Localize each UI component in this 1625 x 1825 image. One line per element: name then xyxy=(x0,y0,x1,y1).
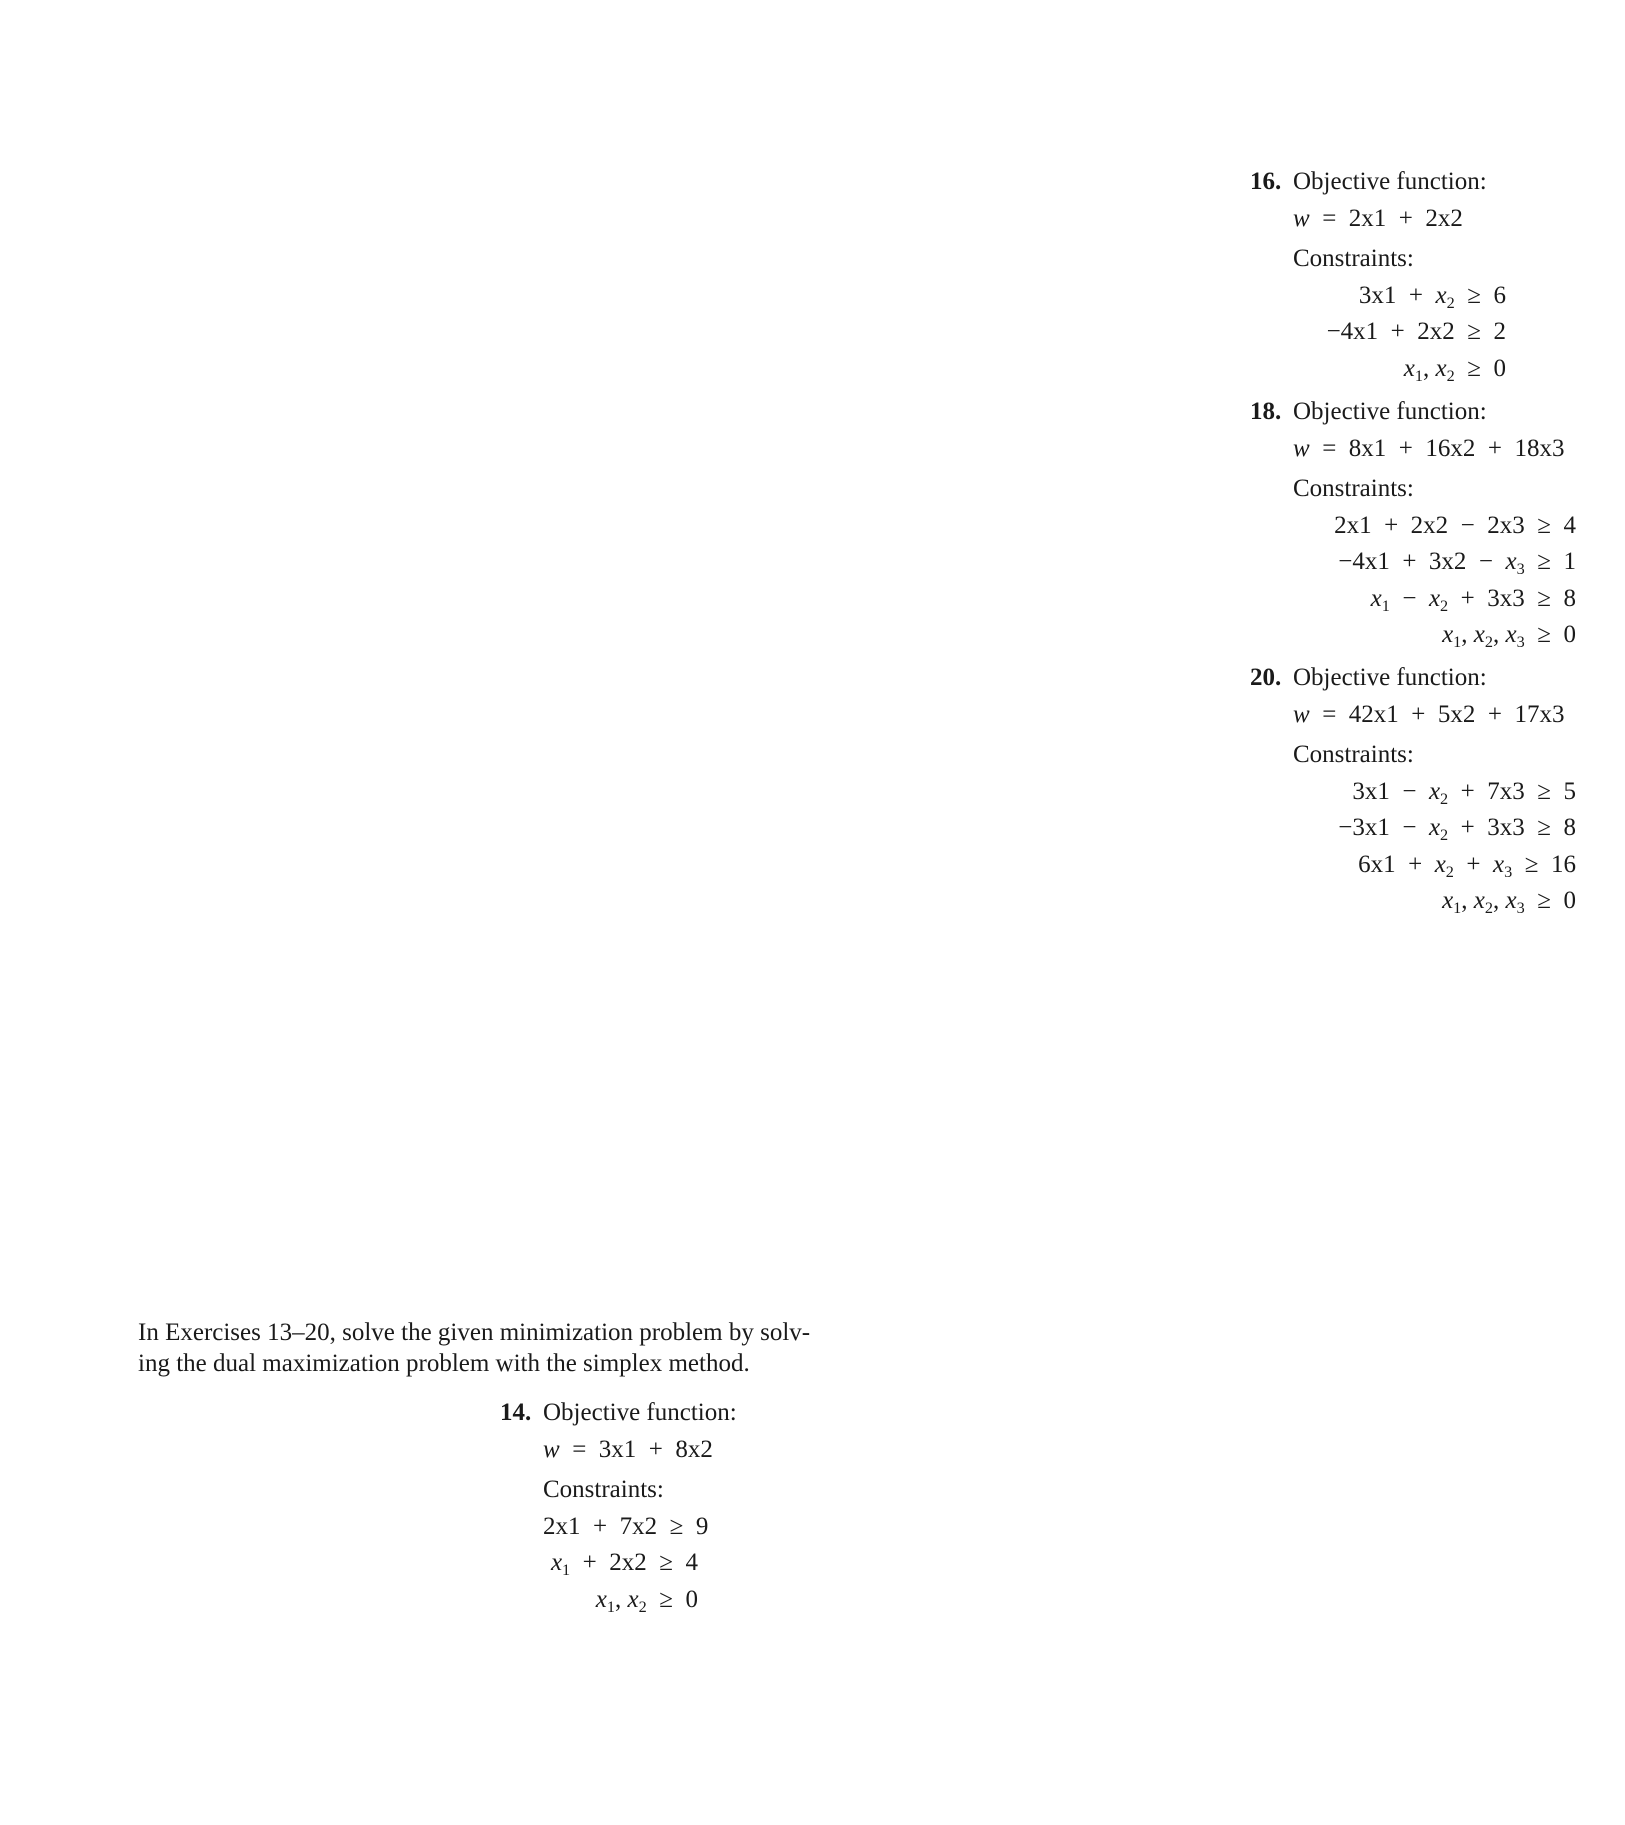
exercise-number: 18. xyxy=(1250,398,1282,425)
constraint-row: $-3x1 - x_2 + 3x3 \ge 8$ xyxy=(1338,814,1576,844)
exercise-18 xyxy=(1250,394,1576,654)
constraints-block xyxy=(543,1509,709,1619)
exercise-14-heading xyxy=(500,1395,737,1432)
objective-label: Objective function: xyxy=(1293,398,1487,425)
constraints-block xyxy=(1293,774,1576,920)
constraint-row: $6x1 + x_2 + x_3 \ge 16$ xyxy=(1358,850,1576,881)
exercise-number: 14. xyxy=(500,1399,532,1426)
constraints-label: Constraints: xyxy=(1293,741,1414,768)
objective-label: Objective function: xyxy=(543,1399,737,1426)
constraints-block xyxy=(1293,508,1576,654)
constraint-row: 2x1 + 2x2 − 2x3 ≥ 4 xyxy=(1334,511,1576,539)
exercise-number: 20. xyxy=(1250,664,1282,691)
constraint-row: $x_1 - x_2 + 3x3 \ge 8$ xyxy=(1370,584,1576,615)
constraints-label: Constraints: xyxy=(1293,245,1414,272)
objective-equation xyxy=(543,1432,737,1469)
constraints-block xyxy=(1293,278,1506,388)
exercise-instructions xyxy=(138,1317,838,1379)
objective-label: Objective function: xyxy=(1293,168,1487,195)
instructions-line-1: In Exercises 13–20, solve the given minimization problem by solv- xyxy=(138,1319,811,1346)
objective-equation xyxy=(1293,201,1506,238)
objective-equation xyxy=(1293,697,1576,734)
constraints-label: Constraints: xyxy=(1293,475,1414,502)
objective-text: w = 2x1 + 2x2 xyxy=(1293,204,1463,232)
exercise-20 xyxy=(1250,660,1576,920)
objective-text: w = 3x1 + 8x2 xyxy=(543,1435,713,1463)
constraint-row: −4x1 + 2x2 ≥ 2 xyxy=(1326,318,1506,345)
constraint-row: $x_1 + 2x2 \ge 4$ xyxy=(550,1549,698,1579)
constraint-row: $x_1$, $x_2$, $x_3 \ge 0$ xyxy=(1442,887,1576,917)
constraint-row: $x_1$, $x_2$, $x_3 \ge 0$ xyxy=(1442,621,1576,651)
exercise-18-heading xyxy=(1250,394,1576,431)
constraint-row: 2x1 + 7x2 ≥ 9 xyxy=(543,1512,709,1540)
constraint-row: $x_1$, $x_2 \ge 0$ xyxy=(1403,354,1506,385)
objective-text: w = 42x1 + 5x2 + 17x3 xyxy=(1293,700,1565,728)
constraints-label: Constraints: xyxy=(543,1476,664,1503)
constraint-row: $3x1 + x_2 \ge 6$ xyxy=(1358,281,1506,312)
constraint-row: $3x1 - x_2 + 7x3 \ge 5$ xyxy=(1352,777,1576,808)
instructions-line-2: ing the dual maximization problem with the simplex method. xyxy=(138,1350,750,1377)
objective-text: w = 8x1 + 16x2 + 18x3 xyxy=(1293,434,1565,462)
exercise-16-heading xyxy=(1250,164,1506,201)
objective-equation xyxy=(1293,431,1576,468)
constraint-row: $-4x1 + 3x2 - x_3 \ge 1$ xyxy=(1338,548,1576,578)
exercise-20-heading xyxy=(1250,660,1576,697)
constraint-row: $x_1$, $x_2 \ge 0$ xyxy=(595,1585,698,1616)
objective-label: Objective function: xyxy=(1293,664,1487,691)
exercise-number: 16. xyxy=(1250,168,1282,195)
exercise-14 xyxy=(500,1395,737,1618)
exercise-16 xyxy=(1250,164,1506,387)
